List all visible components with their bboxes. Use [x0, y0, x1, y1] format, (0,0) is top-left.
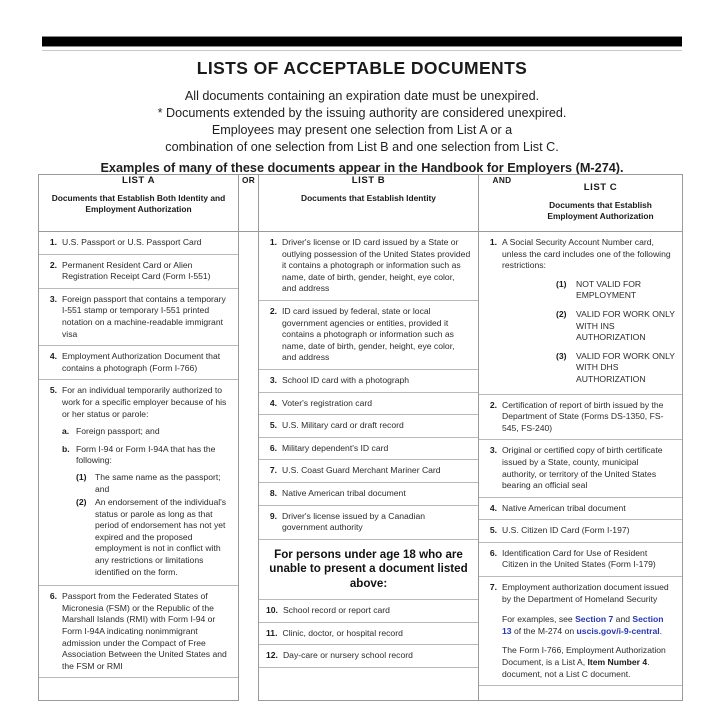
item-number: 5.: [269, 420, 277, 431]
item-number: 2.: [269, 305, 277, 316]
list-item: [259, 301, 478, 370]
list-item: [479, 520, 682, 543]
header-list-a-name: LIST A: [121, 175, 156, 186]
item-text: Native American tribal document: [282, 487, 406, 498]
table-body-row: [39, 232, 683, 701]
item-text: Foreign passport that contains a temporary I-551 stamp or temporary I-551 printed notation on a machine-readable immigrant visa: [62, 293, 226, 339]
list-item: [479, 440, 682, 497]
item-number: 2.: [489, 399, 497, 410]
item-text: U.S. Citizen ID Card (Form I-197): [502, 525, 630, 536]
list-item: [259, 415, 478, 438]
sub-item-text: Form I-94 or Form I-94A that has the following:: [76, 443, 216, 466]
item-text-group: [502, 237, 675, 389]
item-text-group: [62, 385, 231, 580]
list-item: [39, 255, 238, 289]
subtitle-line-4: combination of one selection from List B and one selection from List C.: [165, 140, 559, 154]
restriction-number: (1): [556, 278, 567, 289]
note2-prefix: The Form I-766, Employment Authorization Document, is a List A,: [502, 645, 666, 668]
list-item: [479, 543, 682, 577]
section-13-link[interactable]: Section 13: [502, 614, 664, 636]
item-number: 3.: [489, 445, 497, 456]
item-text: School ID card with a photograph: [282, 374, 410, 385]
or-spacer-column: [239, 232, 259, 701]
restriction-number: (2): [556, 308, 567, 319]
item-text: Permanent Resident Card or Alien Registration Receipt Card (Form I-551): [62, 259, 211, 282]
subtitle-line-2: * Documents extended by the issuing authority are considered unexpired.: [157, 106, 567, 120]
subtitle-line-1: All documents containing an expiration date must be unexpired.: [184, 89, 540, 103]
list-item: [39, 289, 238, 346]
item-number: 7.: [269, 465, 277, 476]
restriction-number: (3): [556, 350, 567, 361]
list-item: [479, 498, 682, 521]
column-tail-padding: [39, 678, 238, 692]
header-list-c-name: LIST C: [583, 182, 618, 193]
header-list-a: [39, 175, 239, 232]
list-a-column: [39, 232, 239, 701]
restriction-text: VALID FOR WORK ONLY WITH INS AUTHORIZATION: [576, 308, 675, 343]
header-conjunction-or: OR: [239, 175, 259, 232]
restriction-list: [502, 279, 675, 386]
item-number: 4.: [489, 502, 497, 513]
item-number: 3.: [269, 374, 277, 385]
list-item: [39, 380, 238, 586]
item-number: 11.: [266, 627, 278, 638]
restriction-text: VALID FOR WORK ONLY WITH DHS AUTHORIZATION: [576, 350, 675, 384]
list-item: [259, 460, 478, 483]
note-prefix: For examples, see: [502, 614, 576, 625]
list-item: [259, 483, 478, 506]
header-list-c: [525, 175, 682, 231]
item-text: Native American tribal document: [502, 502, 626, 513]
list-item: [259, 393, 478, 416]
note-mid: and: [613, 614, 633, 625]
list-item: [39, 346, 238, 380]
item-number: 9.: [269, 510, 277, 521]
list-item: [259, 506, 478, 540]
item-text: Passport from the Federated States of Micronesia (FSM) or the Republic of the Marshall Islands (RMI) with Form I-94 or Form I-94A indicating nonimmigrant admission under the Compact of Free Association Between the United States and the FSM or RMI: [62, 591, 227, 671]
restriction-item: [556, 309, 675, 344]
item-text: Identification Card for Use of Resident Citizen in the United States (Form I-179): [502, 547, 656, 570]
item-text: A Social Security Account Number card, unless the card includes one of the following restrictions:: [502, 237, 671, 271]
column-tail-padding: [259, 668, 478, 682]
page-title: LISTS OF ACCEPTABLE DOCUMENTS: [196, 58, 528, 78]
sub-sub-list: [76, 472, 231, 578]
item-number: 6.: [269, 442, 277, 453]
list-item: [259, 232, 478, 301]
header-list-c-desc: Documents that Establish Employment Authorization: [547, 200, 654, 221]
subtitle-line-3: Employees may present one selection from List A or a: [211, 123, 513, 137]
item-number: 7.: [489, 582, 497, 593]
sub-sub-list-item: [76, 497, 231, 578]
restriction-item: [556, 351, 675, 386]
sub-sub-item-text: The same name as the passport; and: [95, 471, 221, 494]
handbook-note: Examples of many of these documents appear in the Handbook for Employers (M-274).: [100, 161, 624, 175]
under-18-banner: For persons under age 18 who are unable to present a document listed above:: [259, 540, 478, 601]
sub-list: [62, 426, 231, 580]
sub-sub-list-item: [76, 472, 231, 495]
heading-block: [42, 58, 682, 177]
item-text: For an individual temporarily authorized to work for a specific employer because of his or her status or parole:: [62, 385, 227, 419]
item-number: 3.: [49, 293, 57, 304]
sub-item-letter: a.: [62, 426, 70, 437]
list-item: [479, 232, 682, 395]
list-b-column: [259, 232, 479, 701]
note-post: of the M-274 on: [511, 625, 577, 636]
m274-reference-note: [502, 614, 675, 637]
item-number: 1.: [489, 237, 497, 247]
item-text: Driver's license issued by a Canadian government authority: [282, 510, 426, 533]
list-item: [479, 395, 682, 441]
item-number-4-emphasis: Item Number 4: [587, 657, 648, 668]
list-item: [259, 438, 478, 461]
item-text: Day-care or nursery school record: [282, 650, 413, 661]
note-end: .: [659, 625, 663, 636]
list-item: [479, 577, 682, 686]
top-rule-thick: [42, 36, 682, 47]
list-item: [259, 600, 478, 623]
header-list-a-desc: Documents that Establish Both Identity and Employment Authorization: [51, 193, 226, 214]
item-number: 5.: [49, 385, 57, 396]
list-item: [39, 586, 238, 678]
item-text: ID card issued by federal, state or local government agencies or entities, provided it contains a photograph or information such as name, date of birth, gender, height, eye color, and address: [282, 305, 455, 363]
item-text: Military dependent's ID card: [282, 442, 389, 453]
header-list-b-desc: Documents that Establish Identity: [301, 193, 436, 203]
item-number: 10.: [266, 605, 278, 616]
sub-sub-item-number: (2): [76, 497, 87, 508]
item-number: 5.: [489, 525, 497, 536]
table-header-row: [39, 175, 683, 232]
item-text: Certification of report of birth issued by the Department of State (Forms DS-1350, FS-545, FS-240): [502, 399, 664, 433]
item-text: Driver's license or ID card issued by a State or outlying possession of the United States provided it contains a photograph or information such as name, date of birth, gender, height, eye color, and address: [282, 237, 471, 294]
header-list-b: [259, 175, 479, 232]
header-list-c-wrap: [479, 175, 683, 232]
sub-item-letter: b.: [62, 443, 70, 454]
list-item: [259, 370, 478, 393]
uscis-i9-central-link[interactable]: uscis.gov/i-9-central: [576, 625, 660, 636]
item-text: Clinic, doctor, or hospital record: [282, 627, 403, 638]
item-number: 4.: [49, 351, 57, 362]
restriction-text: NOT VALID FOR EMPLOYMENT: [576, 278, 642, 301]
item-text-group: [502, 582, 675, 680]
sub-list-item: [62, 444, 231, 581]
top-rule-thin: [42, 50, 682, 51]
restriction-item: [556, 279, 675, 302]
i766-clarification-note: [502, 645, 675, 680]
item-number: 6.: [49, 591, 57, 602]
list-item: [259, 645, 478, 668]
note2-post: . document, not a List C document.: [502, 657, 650, 679]
acceptable-documents-table: [38, 174, 683, 701]
item-text: School record or report card: [282, 605, 390, 616]
header-conjunction-and: AND: [492, 175, 512, 185]
item-text: Original or certified copy of birth certificate issued by a State, county, municipal authority, or territory of the United States bearing an official seal: [502, 445, 663, 491]
item-number: 4.: [269, 397, 277, 408]
sub-list-item: [62, 426, 231, 438]
sub-sub-item-text: An endorsement of the individual's status or parole as long as that period of endorsement has not yet expired and the proposed employment is not in conflict with any restrictions or limitations identified on the form.: [95, 497, 227, 577]
list-item: [39, 232, 238, 255]
item-number: 1.: [49, 237, 57, 247]
item-text: Employment Authorization Document that contains a photograph (Form I-766): [62, 351, 221, 373]
header-list-b-name: LIST B: [351, 175, 386, 186]
sub-item-group: [76, 444, 231, 581]
sub-sub-item-number: (1): [76, 471, 87, 482]
list-item: [259, 623, 478, 646]
item-number: 1.: [269, 237, 277, 247]
top-rule: [42, 36, 682, 51]
item-text: U.S. Passport or U.S. Passport Card: [62, 237, 202, 247]
item-number: 12.: [266, 650, 278, 661]
column-tail-padding: [479, 686, 682, 700]
item-text: Employment authorization document issued by the Department of Homeland Security: [502, 582, 669, 604]
item-text: U.S. Military card or draft record: [282, 420, 404, 431]
item-text: Voter's registration card: [282, 397, 373, 408]
item-text: U.S. Coast Guard Merchant Mariner Card: [282, 465, 441, 476]
list-c-column: [479, 232, 683, 701]
sub-item-text: Foreign passport; and: [76, 426, 160, 437]
section-7-link[interactable]: Section 7: [575, 614, 614, 625]
item-number: 6.: [489, 547, 497, 558]
item-number: 2.: [49, 259, 57, 270]
item-number: 8.: [269, 487, 277, 498]
